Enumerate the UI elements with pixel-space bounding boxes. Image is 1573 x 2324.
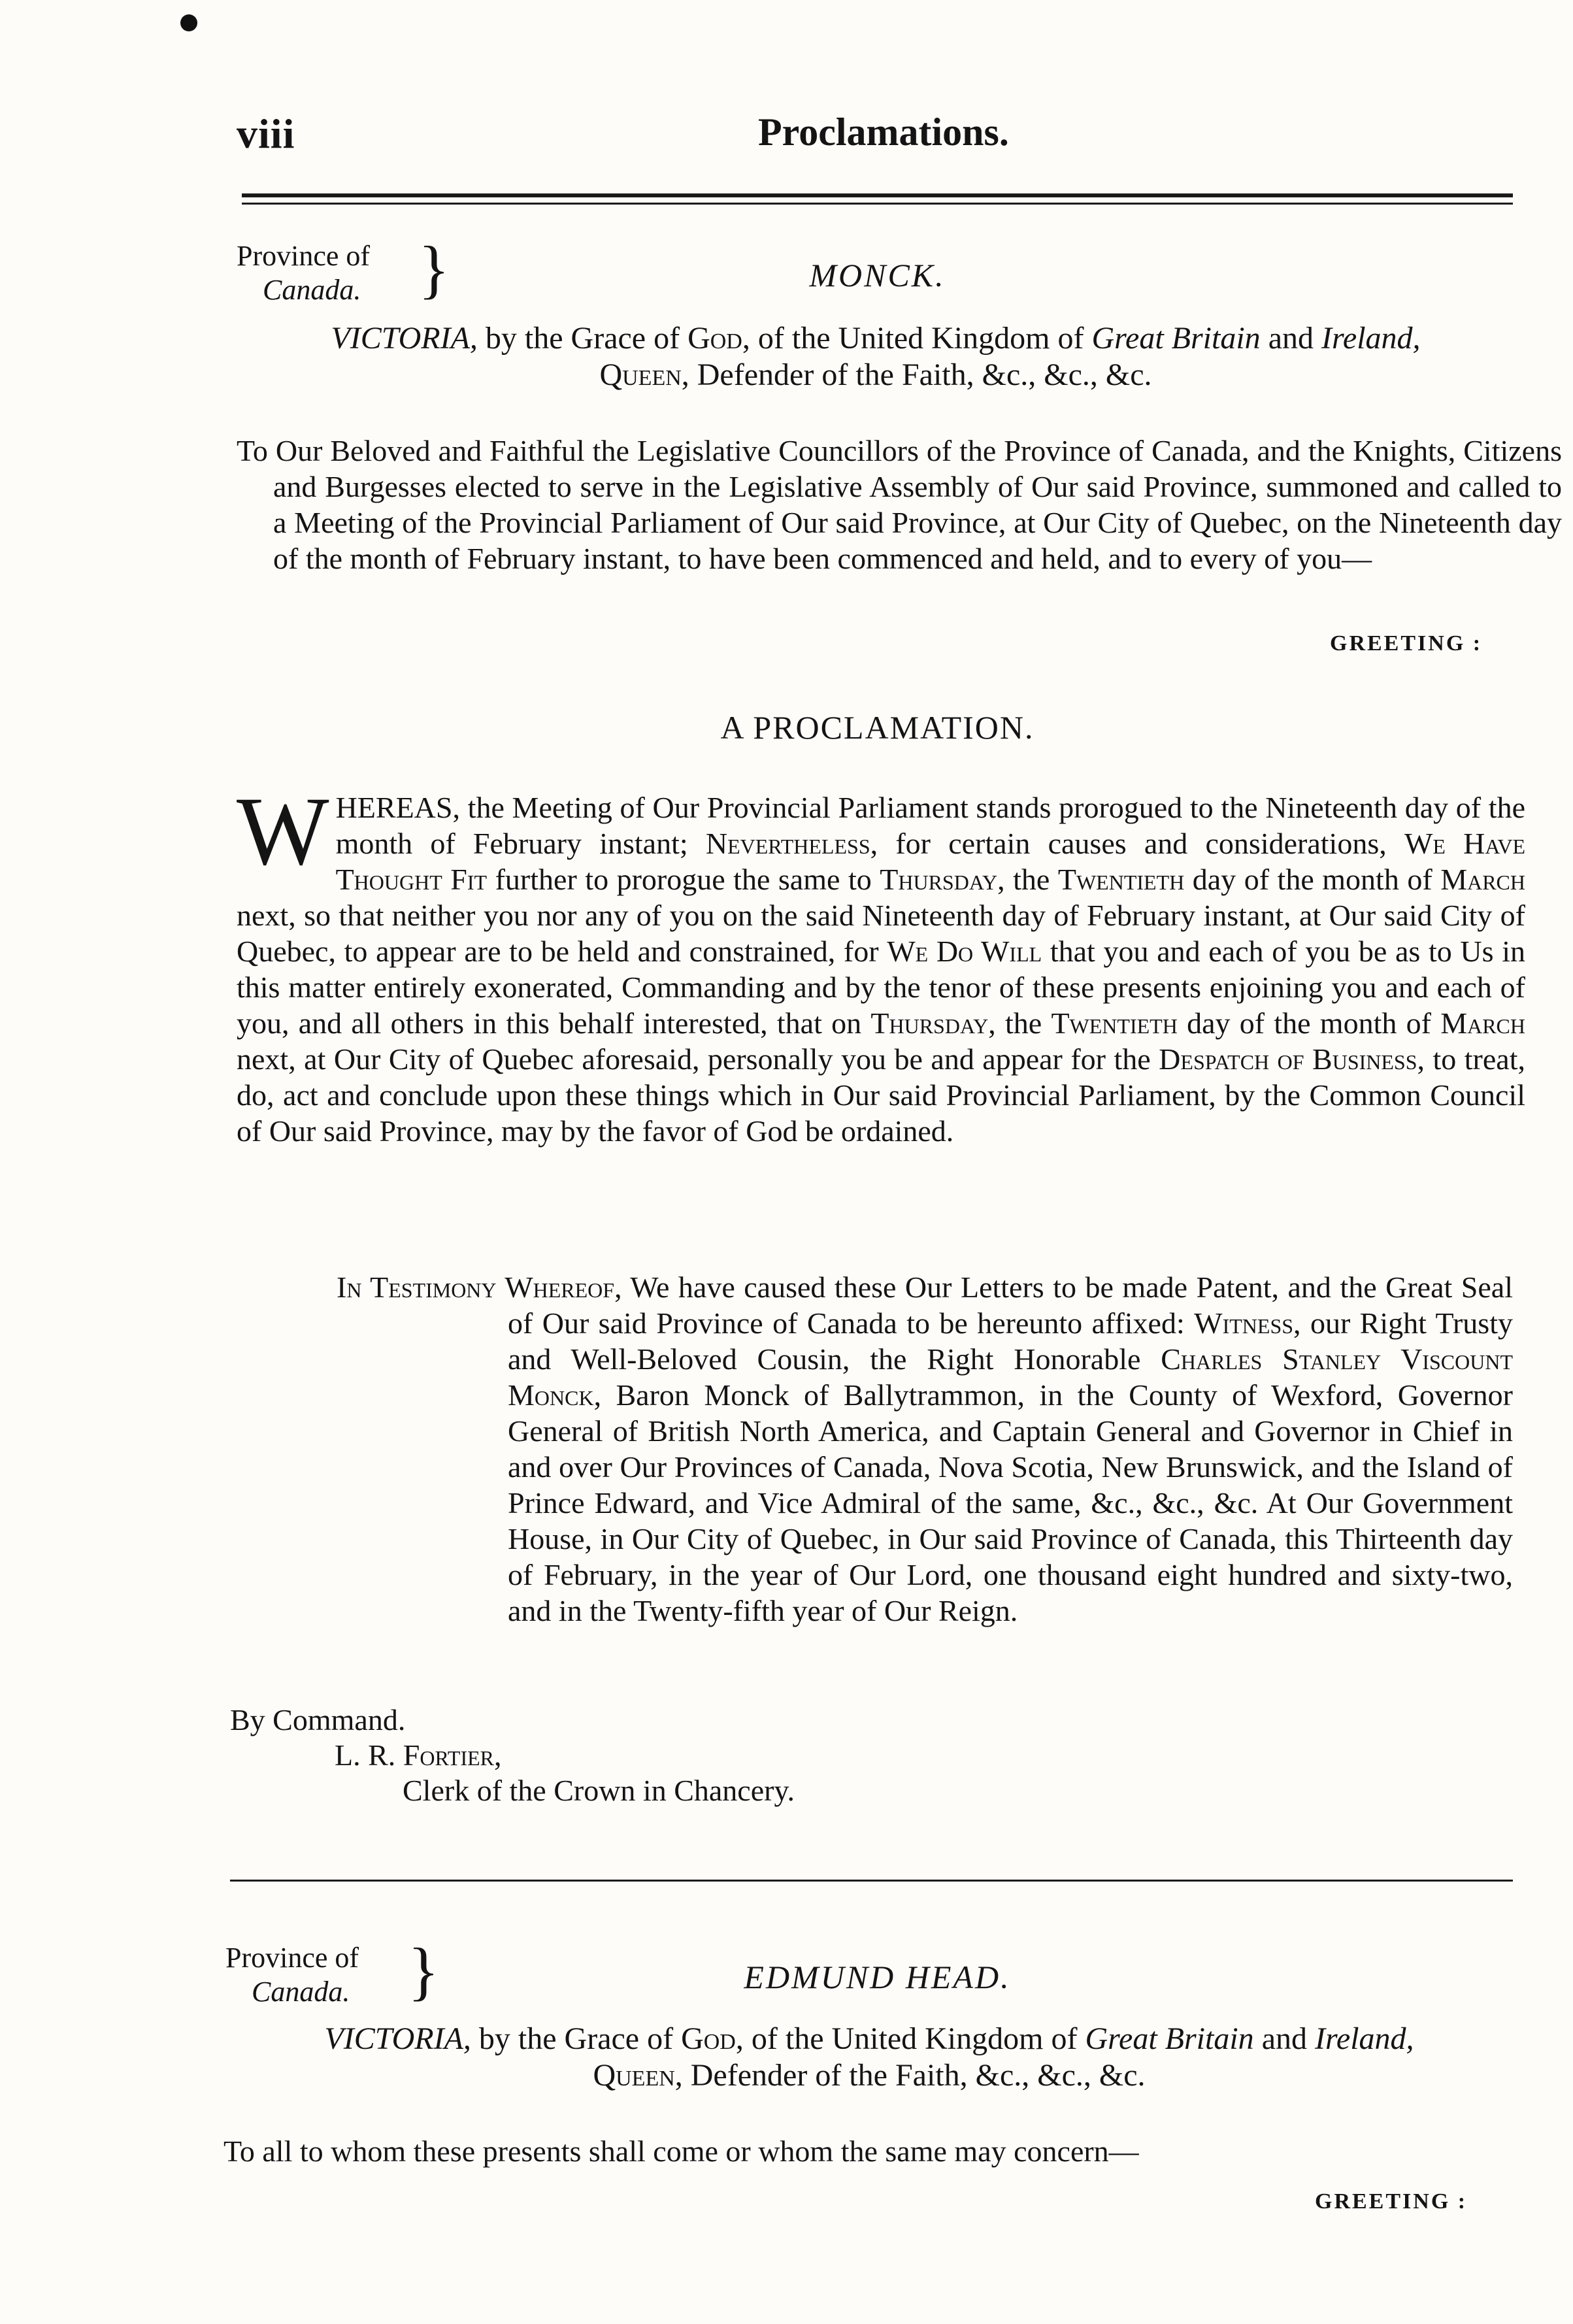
section-divider bbox=[230, 1880, 1513, 1882]
governor-signature: MONCK. bbox=[809, 257, 946, 293]
ink-dot bbox=[180, 14, 197, 31]
greeting: GREETING : bbox=[1330, 631, 1483, 656]
royal-style-line2: Queen, Defender of the Faith, &c., &c., &c. bbox=[599, 357, 1152, 392]
page-number: viii bbox=[237, 110, 295, 157]
drop-cap: W bbox=[237, 777, 329, 886]
address-paragraph: To all to whom these presents shall come or whom the same may concern— bbox=[224, 2134, 1139, 2168]
greeting: GREETING : bbox=[1315, 2189, 1468, 2214]
royal-name: VICTORIA, bbox=[324, 2021, 471, 2056]
governor-signature: EDMUND HEAD. bbox=[744, 1959, 1011, 1995]
testimony-paragraph: In Testimony Whereof, We have caused these Our Letters to be made Patent, and the Great Seal of Our said Province of Canada to be hereunto affixed: Witness, our Right Trusty and Well-Beloved Cousin, the Right Honorable Charles Stanley Viscount Monck, Baron Monck of Ballytrammon, in the County of Wexford, Governor General of British North America, and Captain General and Governor in Chief in and over Our Provinces of Canada, Nova Scotia, New Brunswick, and the Island of Prince Edward, and Vice Admiral of the same, &c., &c., &c. At Our Government House, in Our City of Quebec, in Our said Province of Canada, this Thirteenth day of February, in the year of Our Lord, one thousand eight hundred and sixty-two, and in the Twenty-fifth year of Our Reign. bbox=[337, 1270, 1513, 1627]
proclamation-heading: A PROCLAMATION. bbox=[720, 709, 1035, 746]
testimony-lead: In Testimony Whereof, bbox=[337, 1270, 622, 1304]
province-line: Province of bbox=[225, 1942, 359, 1974]
by-command: By Command. bbox=[230, 1703, 406, 1736]
signer-name: L. R. Fortier, bbox=[335, 1738, 502, 1772]
signer-title: Clerk of the Crown in Chancery. bbox=[403, 1774, 795, 1807]
royal-name: VICTORIA, bbox=[331, 321, 478, 356]
royal-style-line2: Queen, Defender of the Faith, &c., &c., &c. bbox=[593, 2058, 1146, 2093]
royal-style: VICTORIA, by the Grace of God, of the United Kingdom of Great Britain and Ireland, bbox=[324, 2021, 1414, 2056]
brace-glyph: } bbox=[408, 1934, 439, 2007]
header-rule-thin bbox=[242, 203, 1513, 205]
proclamation-body: WHEREAS, the Meeting of Our Provincial Parliament stands prorogued to the Nineteenth day of the month of February instant; Nevertheless, for certain causes and considerations, We Have Thought Fit further to prorogue the same to Thursday, the Twentieth day of the month of March next, so that neither you nor any of you on the said Nineteenth day of February instant, at Our said City of Quebec, to appear are to be held and constrained, for We Do Will that you and each of you be as to Us in this matter entirely exonerated, Commanding and by the tenor of these presents enjoining you and each of you, and all others in this behalf interested, that on Thursday, the Twentieth day of the month of March next, at Our City of Quebec aforesaid, personally you be and appear for the Despatch of Business, to treat, do, act and conclude upon these things which in Our said Provincial Parliament, by the Common Council of Our said Province, may by the favor of God be ordained. bbox=[237, 777, 1526, 1148]
brace-glyph: } bbox=[418, 233, 450, 305]
running-title: Proclamations. bbox=[758, 110, 1009, 154]
province-name: Canada. bbox=[252, 1976, 350, 2008]
royal-style: VICTORIA, by the Grace of God, of the United Kingdom of Great Britain and Ireland, bbox=[331, 321, 1421, 356]
province-line: Province of bbox=[237, 240, 371, 272]
address-paragraph: To Our Beloved and Faithful the Legislative Councillors of the Province of Canada, and the Knights, Citizens and Burgesses elected to serve in the Legislative Assembly of Our said Province, summoned and called to a Meeting of the Provincial Parliament of Our said Province, at Our City of Quebec, on the Nineteenth day of the month of February instant, to have been commenced and held, and to every of you— bbox=[237, 434, 1562, 575]
header-rule-thick bbox=[242, 193, 1513, 197]
province-name: Canada. bbox=[263, 274, 361, 306]
